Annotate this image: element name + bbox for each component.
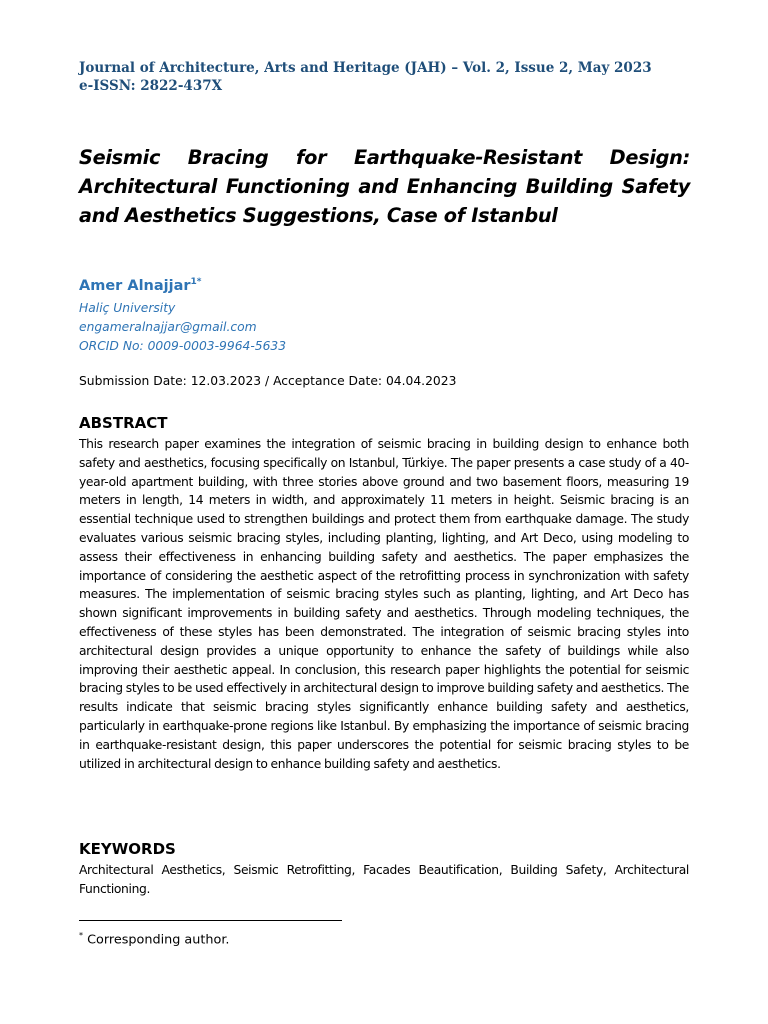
abstract-heading: ABSTRACT: [79, 414, 168, 432]
journal-header: [79, 59, 699, 95]
abstract-text: This research paper examines the integration of seismic bracing in building design to enhance both safety and aesthetics, focusing specifically on Istanbul, Türkiye. The paper presents a case study of a 40-year-old apartment building, with three stories above ground and two basement floors, measuring 19 meters in length, 14 meters in width, and approximately 11 meters in height. Seismic bracing is an essential technique used to strengthen buildings and protect them from earthquake damage. The study evaluates various seismic bracing styles, including planting, lighting, and Art Deco, using modeling to assess their effectiveness in enhancing building safety and aesthetics. The paper emphasizes the importance of considering the aesthetic aspect of the retrofitting process in synchronization with safety measures. The implementation of seismic bracing styles such as planting, lighting, and Art Deco has shown significant improvements in building safety and aesthetics. Through modeling techniques, the effectiveness of these styles has been demonstrated. The integration of seismic bracing styles into architectural design provides a unique opportunity to enhance the safety of buildings while also improving their aesthetic appeal. In conclusion, this research paper highlights the potential for seismic bracing styles to be used effectively in architectural design to improve building safety and aesthetics. The results indicate that seismic bracing styles significantly enhance building safety and aesthetics, particularly in earthquake-prone regions like Istanbul. By emphasizing the importance of seismic bracing in earthquake-resistant design, this paper underscores the potential for seismic bracing styles to be utilized in architectural design to enhance building safety and aesthetics.: [79, 437, 689, 771]
author-details: [79, 299, 679, 356]
journal-info: Journal of Architecture, Arts and Heritage (JAH) – Vol. 2, Issue 2, May 2023: [79, 60, 652, 76]
author-marker: 1*: [190, 277, 202, 287]
keywords-text: Architectural Aesthetics, Seismic Retrofitting, Facades Beautification, Building Safety, Architectural Functioning.: [79, 863, 689, 896]
footnote: [79, 931, 230, 947]
keywords-heading: KEYWORDS: [79, 840, 176, 858]
author-name: [79, 277, 202, 294]
footnote-separator: [79, 920, 342, 921]
paper-title: Seismic Bracing for Earthquake-Resistant Design: Architectural Functioning and Enhancing Building Safety and Aesthetics Suggestions, Case of Istanbul: [79, 146, 690, 227]
issn: e-ISSN: 2822-437X: [79, 78, 223, 94]
affiliation: Haliç University: [79, 301, 176, 315]
author-name-text: Amer Alnajjar: [79, 277, 191, 294]
author-email: engameralnajjar@gmail.com: [79, 320, 257, 334]
submission-dates: Submission Date: 12.03.2023 / Acceptance Date: 04.04.2023: [79, 374, 457, 388]
footnote-marker: *: [79, 931, 83, 940]
footnote-text: Corresponding author.: [83, 932, 230, 948]
author-orcid: ORCID No: 0009-0003-9964-5633: [79, 339, 287, 353]
